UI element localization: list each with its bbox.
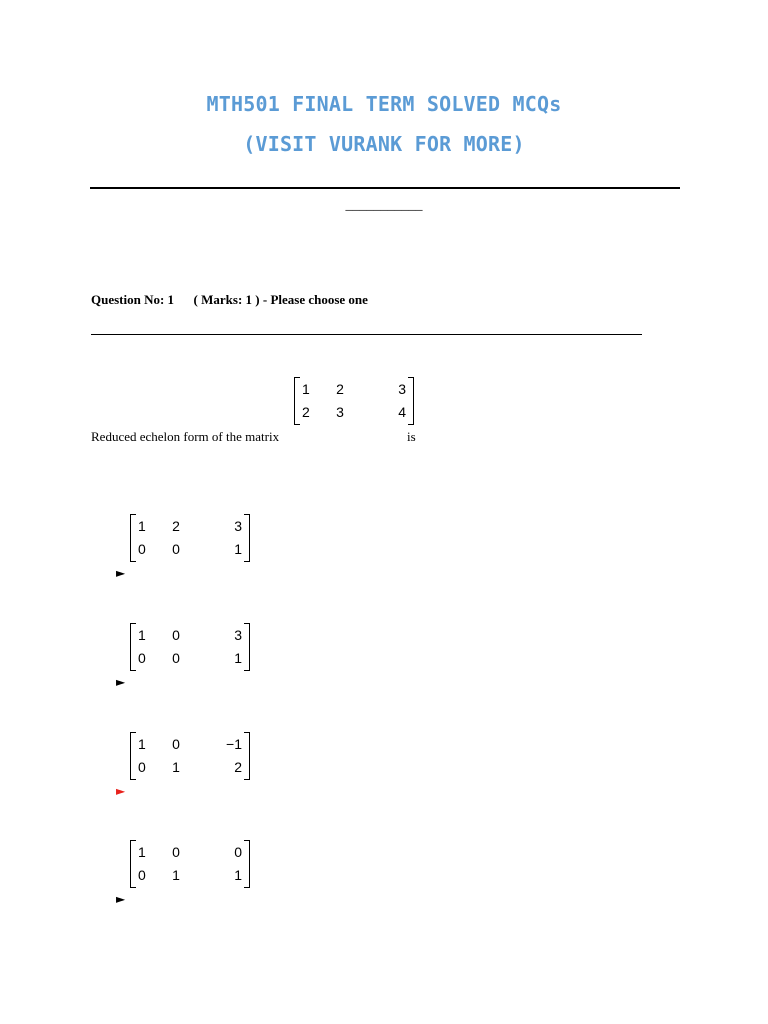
matrix-cell: −1 — [226, 736, 242, 752]
matrix-cell: 0 — [138, 541, 146, 557]
matrix-cell: 3 — [398, 381, 406, 397]
matrix-cell: 1 — [138, 844, 146, 860]
matrix-cell: 3 — [336, 404, 344, 420]
matrix-left-bracket — [130, 623, 136, 671]
matrix-cell: 2 — [172, 518, 180, 534]
matrix-right-bracket — [244, 840, 250, 888]
matrix-cell: 0 — [138, 867, 146, 883]
question-header: Question No: 1 ( Marks: 1 ) - Please choose one — [91, 292, 368, 307]
matrix-cell: 0 — [234, 844, 242, 860]
option-3-matrix — [130, 732, 250, 780]
matrix-cell: 1 — [234, 867, 242, 883]
matrix-left-bracket — [130, 732, 136, 780]
matrix-cell: 2 — [234, 759, 242, 775]
header-rule — [90, 187, 680, 189]
matrix-right-bracket — [408, 377, 414, 425]
question-suffix: is — [407, 429, 416, 444]
matrix-cell: 0 — [172, 650, 180, 666]
question-matrix — [294, 377, 414, 425]
option-4-matrix — [130, 840, 250, 888]
title-line-2: (VISIT VURANK FOR MORE) — [243, 132, 525, 156]
option-4-radio-arrow-icon[interactable]: ► — [116, 892, 126, 906]
matrix-cell: 1 — [234, 650, 242, 666]
title-line-1: MTH501 FINAL TERM SOLVED MCQs — [206, 92, 562, 116]
matrix-cell: 1 — [234, 541, 242, 557]
matrix-cell: 1 — [172, 867, 180, 883]
question-rule — [91, 334, 642, 335]
matrix-cell: 0 — [172, 627, 180, 643]
matrix-left-bracket — [294, 377, 300, 425]
matrix-left-bracket — [130, 840, 136, 888]
question-text: Reduced echelon form of the matrix — [91, 429, 280, 444]
option-2-matrix — [130, 623, 250, 671]
matrix-left-bracket — [130, 514, 136, 562]
matrix-cell: 2 — [302, 404, 310, 420]
matrix-cell: 1 — [138, 518, 146, 534]
matrix-cell: 0 — [172, 844, 180, 860]
matrix-cell: 1 — [172, 759, 180, 775]
matrix-cell: 1 — [138, 736, 146, 752]
matrix-cell: 0 — [138, 650, 146, 666]
option-2-radio-arrow-icon[interactable]: ► — [116, 675, 126, 689]
matrix-cell: 3 — [234, 518, 242, 534]
matrix-right-bracket — [244, 623, 250, 671]
matrix-cell: 1 — [138, 627, 146, 643]
matrix-cell: 2 — [336, 381, 344, 397]
matrix-cell: 0 — [172, 541, 180, 557]
matrix-cell: 3 — [234, 627, 242, 643]
matrix-right-bracket — [244, 514, 250, 562]
matrix-right-bracket — [244, 732, 250, 780]
matrix-cell: 1 — [302, 381, 310, 397]
matrix-cell: 4 — [398, 404, 406, 420]
option-1-matrix — [130, 514, 250, 562]
option-1-radio-arrow-icon[interactable]: ► — [116, 566, 126, 580]
option-3-radio-arrow-icon[interactable]: ► — [116, 784, 126, 798]
separator-underscores: ___________ — [345, 198, 423, 213]
matrix-cell: 0 — [172, 736, 180, 752]
matrix-cell: 0 — [138, 759, 146, 775]
